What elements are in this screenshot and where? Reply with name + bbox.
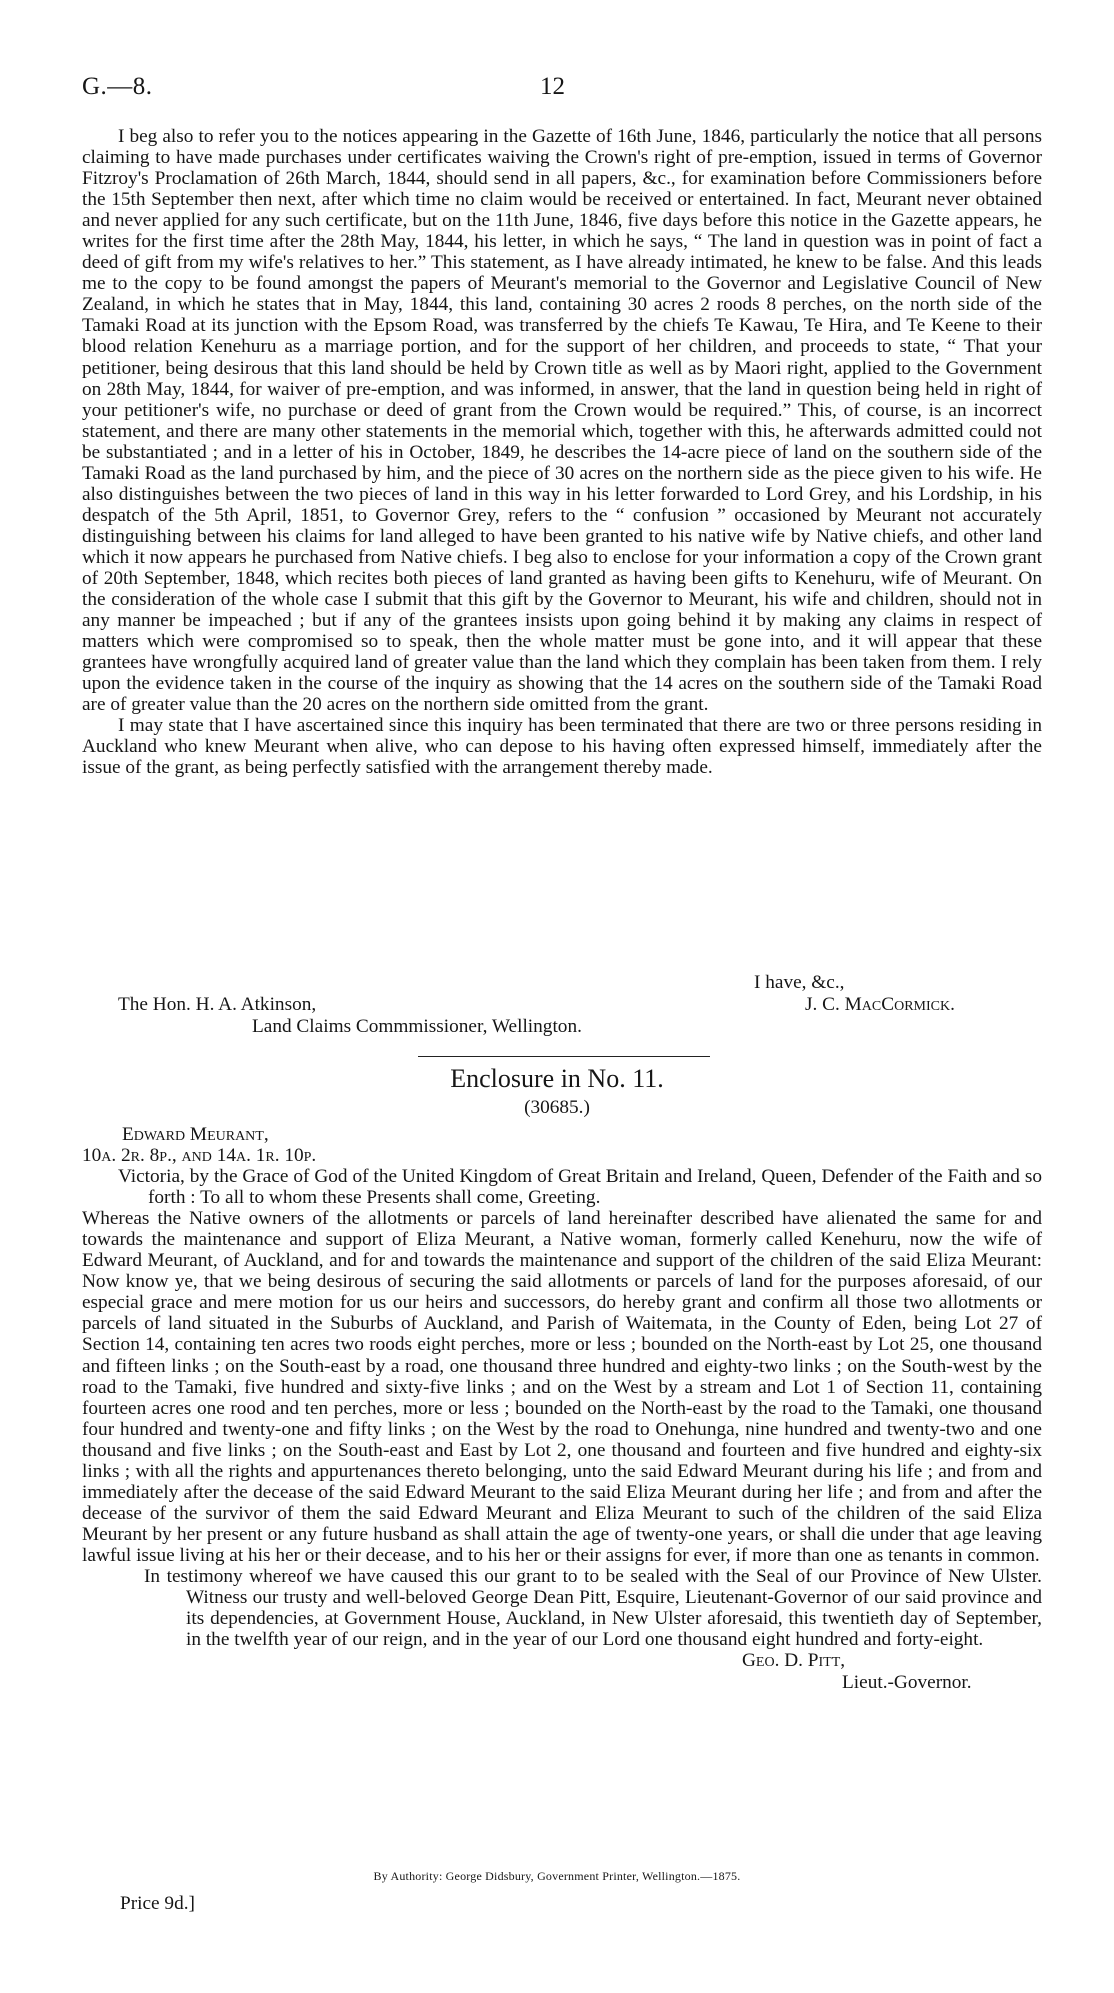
grant-signer-title: Lieut.-Governor. (842, 1672, 972, 1694)
addressee: The Hon. H. A. Atkinson, (118, 994, 317, 1015)
page-number: 12 (540, 73, 565, 100)
grant-signer: Geo. D. Pitt, (742, 1650, 846, 1672)
section-divider (418, 1056, 710, 1057)
letter-body (82, 126, 1042, 778)
letter-paragraph-1: I beg also to refer you to the notices appearing in the Gazette of 16th June, 1846, particularly the notice that all persons claiming to have made purchases under certificates waiving the Crown's right of pre-emption, issued in terms of Governor Fitzroy's Proclamation of 26th March, 1844, should send in all papers, &c., for examination before Commissioners before the 15th September then next, after which time no claim would be received or entertained. In fact, Meurant never obtained and never applied for any such certificate, but on the 11th June, 1846, five days before this notice in the Gazette appears, he writes for the first time after the 28th May, 1844, his letter, in which he says, “ The land in question was in point of fact a deed of gift from my wife's relatives to her.” This statement, as I have already intimated, he knew to be false. And this leads me to the copy to be found amongst the papers of Meurant's memorial to the Governor and Legislative Council of New Zealand, in which he states that in May, 1844, this land, containing 30 acres 2 roods 8 perches, on the north side of the Tamaki Road at its junction with the Epsom Road, was transferred by the chiefs Te Kawau, Te Hira, and Te Keene to their blood relation Kenehuru as a marriage portion, and for the support of her children, and proceeds to state, “ That your petitioner, being desirous that this land should be held by Crown title as well as by Maori right, applied to the Government on 28th May, 1844, for waiver of pre-emption, and was informed, in answer, that the land in question being held in right of your petitioner's wife, no purchase or deed of grant from the Crown would be required.” This, of course, is an incorrect statement, and there are many other statements in the memorial which, together with this, he afterwards admitted could not be substantiated ; and in a letter of his in October, 1849, he describes the 14-acre piece of land on the southern side of the Tamaki Road as the land purchased by him, and the piece of 30 acres on the northern side as the piece given to his wife. He also distinguishes between the two pieces of land in this way in his letter forwarded to Lord Grey, and his Lordship, in his despatch of the 5th April, 1851, to Governor Grey, refers to the “ confusion ” occasioned by Meurant not accurately distinguishing between his claims for land alleged to have been granted to his native wife by Native chiefs, and other land which it now appears he purchased from Native chiefs. I beg also to enclose for your information a copy of the Crown grant of 20th September, 1848, which recites both pieces of land granted as having been gifts to Kenehuru, wife of Meurant. On the consideration of the whole case I submit that this gift by the Governor to Meurant, his wife and children, should not in any manner be impeached ; but if any of the grantees insists upon going behind it by making any claims in respect of matters which were compromised so to speak, then the whole matter must be gone into, and it will appear that these grantees have wrongfully acquired land of greater value than the land which they complain has been taken from them. I rely upon the evidence taken in the course of the inquiry as showing that the 14 acres on the southern side of the Tamaki Road are of greater value than the 20 acres on the northern side omitted from the grant. (82, 126, 1042, 716)
grant-body: Whereas the Native owners of the allotments or parcels of land hereinafter described have alienated the same for and towards the maintenance and support of Eliza Meurant, a Native woman, formerly called Kenehuru, now the wife of Edward Meurant, of Auckland, and for and towards the maintenance and support of the children of the said Eliza Meurant: Now know ye, that we being desirous of securing the said allotments or parcels of land for the purposes aforesaid, of our especial grace and mere motion for us our heirs and successors, do hereby grant and confirm all those two allotments or parcels of land situated in the Suburbs of Auckland, and Parish of Waitemata, in the County of Eden, being Lot 27 of Section 14, containing ten acres two roods eight perches, more or less ; bounded on the North-east by Lot 25, one thousand and fifteen links ; on the South-east by a road, one thousand three hundred and eighty-two links ; on the South-west by the road to the Tamaki, five hundred and sixty-five links ; and on the West by a stream and Lot 1 of Section 11, containing fourteen acres one rood and ten perches, more or less ; bounded on the North-east by the road to the Tamaki, one thousand four hundred and twenty-one and fifty links ; on the West by the road to Onehunga, nine hundred and twenty-two and one thousand and five links ; on the South-east and East by Lot 2, one thousand and fourteen and five hundred and eighty-six links ; with all the rights and appurtenances thereto belonging, unto the said Edward Meurant during his life ; and from and immediately after the decease of the said Edward Meurant to the said Eliza Meurant during her life ; and from and after the decease of the survivor of them the said Edward Meurant and Eliza Meurant to such of the children of the said Eliza Meurant by her present or any future husband as shall attain the age of twenty-one years, or shall die under that age leaving lawful issue living at his her or their decease, and to his her or their assigns for ever, if more than one as tenants in common. (82, 1208, 1042, 1566)
grant-area: 10a. 2r. 8p., and 14a. 1r. 10p. (82, 1145, 317, 1167)
crown-grant (82, 1124, 1042, 1696)
enclosure-number: (30685.) (524, 1097, 590, 1118)
grantee-name: Edward Meurant, (122, 1124, 269, 1145)
enclosure-title: Enclosure in No. 11. (450, 1064, 664, 1093)
grant-opening: Victoria, by the Grace of God of the United Kingdom of Great Britain and Ireland, Queen, Defender of the Faith and so forth : To all to whom these Presents shall come, Greeting. (118, 1166, 1042, 1209)
signatory: J. C. MacCormick. (805, 994, 955, 1015)
printer-authority: By Authority: George Didsbury, Government Printer, Wellington.—1875. (373, 1869, 741, 1883)
grant-testimony: In testimony whereof we have caused this our grant to to be sealed with the Seal of our Province of New Ulster. Witness our trusty and well-beloved George Dean Pitt, Esquire, Lieutenant-Governor of our said province and its dependencies, at Government House, Auckland, in New Ulster aforesaid, this twentieth day of September, in the twelfth year of our reign, and in the year of our Lord one thousand eight hundred and forty-eight. (144, 1565, 1042, 1651)
series-reference: G.—8. (82, 73, 153, 100)
addressee-title: Land Claims Commmissioner, Wellington. (252, 1016, 582, 1037)
salutation: I have, &c., (754, 972, 845, 993)
letter-paragraph-2: I may state that I have ascertained since this inquiry has been terminated that there are two or three persons residing in Auckland who knew Meurant when alive, who can depose to his having often expressed himself, immediately after the issue of the grant, as being perfectly satisfied with the arrangement thereby made. (82, 715, 1042, 779)
price: Price 9d.] (120, 1893, 195, 1914)
